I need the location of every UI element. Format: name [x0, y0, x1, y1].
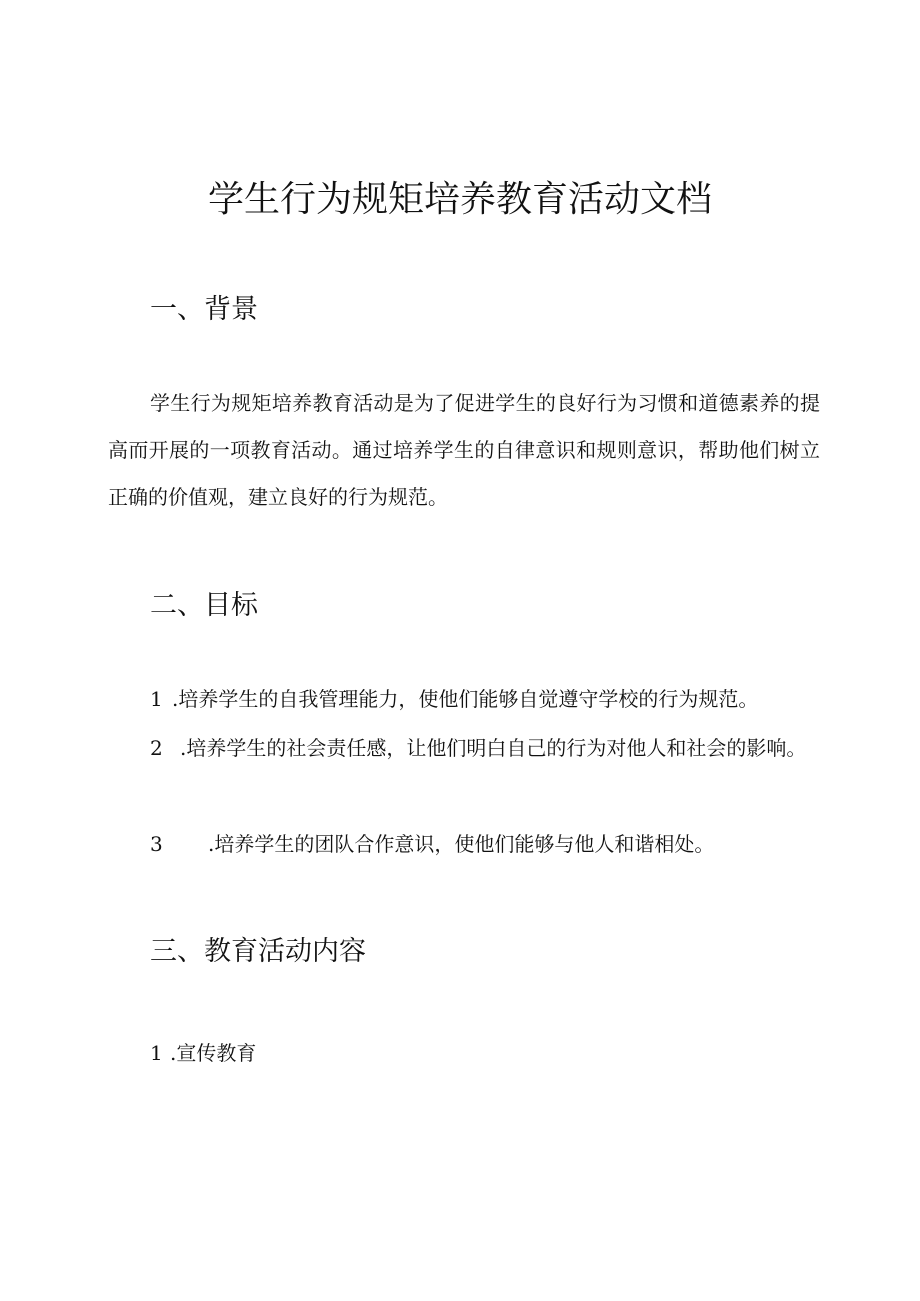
goal-item-2 [108, 725, 820, 819]
goal-item-text: .培养学生的团队合作意识，使他们能够与他人和谐相处。 [208, 832, 715, 856]
goal-item-number: 2 [150, 736, 163, 760]
content-item-1 [150, 1030, 450, 1077]
section-heading-goals: 二、目标 [150, 590, 258, 621]
content-item-text: .宣传教育 [170, 1041, 257, 1065]
content-item-number: 1 [150, 1041, 163, 1065]
goal-item-text: .培养学生的社会责任感，让他们明白自己的行为对他人和社会的影响。 [180, 736, 807, 760]
goal-item-text: .培养学生的自我管理能力，使他们能够自觉遵守学校的行为规范。 [172, 687, 759, 711]
goal-item-number: 3 [150, 832, 163, 856]
section-heading-background: 一、背景 [150, 294, 258, 325]
document-title: 学生行为规矩培养教育活动文档 [207, 179, 712, 220]
goal-item-number: 1 [150, 687, 163, 711]
background-paragraph: 学生行为规矩培养教育活动是为了促进学生的良好行为习惯和道德素养的提高而开展的一项教育活动。通过培养学生的自律意识和规则意识，帮助他们树立正确的价值观，建立良好的行为规范。 [108, 391, 820, 509]
goal-item-1 [150, 676, 830, 723]
section-heading-content: 三、教育活动内容 [150, 936, 366, 967]
goal-item-3 [150, 821, 830, 868]
